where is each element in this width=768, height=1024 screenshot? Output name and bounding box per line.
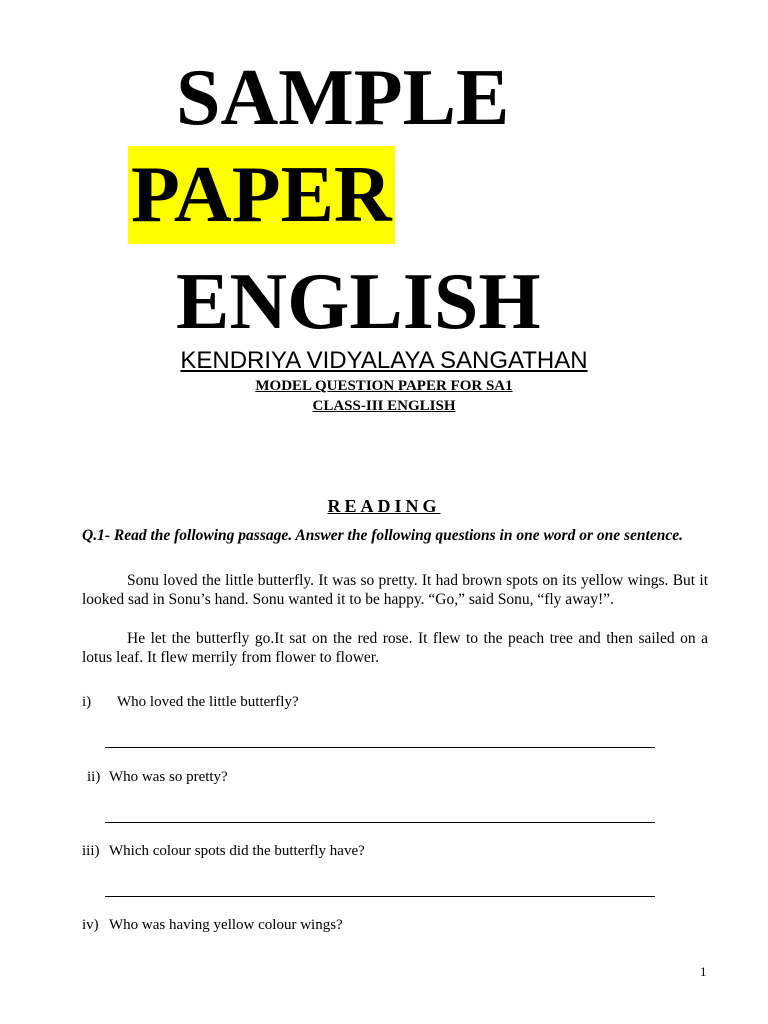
question-heading: Q.1- Read the following passage. Answer the following questions in one word or one sentence. bbox=[82, 527, 683, 544]
class-subtitle: CLASS-III ENGLISH bbox=[312, 398, 456, 414]
paper-subtitle: MODEL QUESTION PAPER FOR SA1 bbox=[255, 378, 513, 394]
title-paper-highlighted: PAPER bbox=[128, 146, 395, 244]
question-number: iv) bbox=[82, 917, 99, 933]
title-sample: SAMPLE bbox=[176, 54, 510, 142]
section-heading: READING bbox=[327, 496, 441, 516]
question-text: Who was having yellow colour wings? bbox=[109, 917, 343, 933]
answer-line[interactable] bbox=[105, 747, 655, 748]
passage-paragraph-2: He let the butterfly go.It sat on the red rose. It flew to the peach tree and then sailed on a lotus leaf. It flew merrily from flower to flower. bbox=[82, 630, 708, 666]
question-number: ii) bbox=[87, 769, 101, 785]
page-number: 1 bbox=[700, 964, 707, 979]
question-text: Who loved the little butterfly? bbox=[117, 694, 299, 710]
passage-paragraph-1: Sonu loved the little butterfly. It was so pretty. It had brown spots on its yellow wings. But it looked sad in Sonu’s hand. Sonu wanted it to be happy. “Go,” said Sonu, “fly away!”. bbox=[82, 572, 708, 608]
question-text: Who was so pretty? bbox=[109, 769, 228, 785]
answer-line[interactable] bbox=[105, 896, 655, 897]
question-number: iii) bbox=[82, 843, 100, 859]
answer-line[interactable] bbox=[105, 822, 655, 823]
title-english: ENGLISH bbox=[176, 258, 541, 346]
question-number: i) bbox=[82, 694, 92, 710]
question-text: Which colour spots did the butterfly have? bbox=[109, 843, 365, 859]
organization-name: KENDRIYA VIDYALAYA SANGATHAN bbox=[180, 347, 588, 374]
